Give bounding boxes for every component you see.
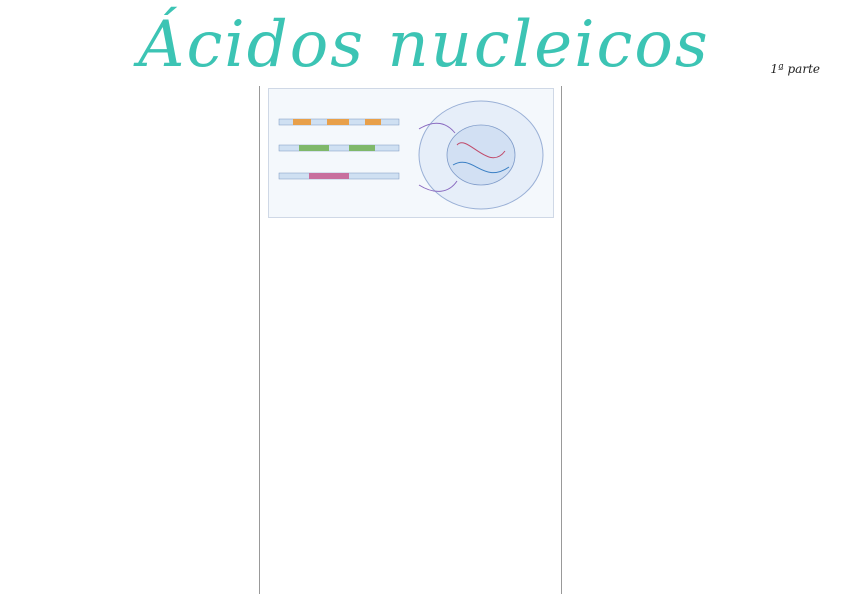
- page-title: Ácidos nucleicos: [138, 8, 710, 82]
- notes-column-middle: [262, 86, 560, 594]
- gene-structure-diagram: [268, 88, 554, 218]
- gene-structure-illustration: [269, 89, 555, 215]
- part-note: 1ª parte: [770, 62, 820, 76]
- notes-column-right: [564, 86, 844, 594]
- column-divider: [259, 86, 260, 594]
- column-divider: [561, 86, 562, 594]
- notes-column-left: [2, 86, 258, 594]
